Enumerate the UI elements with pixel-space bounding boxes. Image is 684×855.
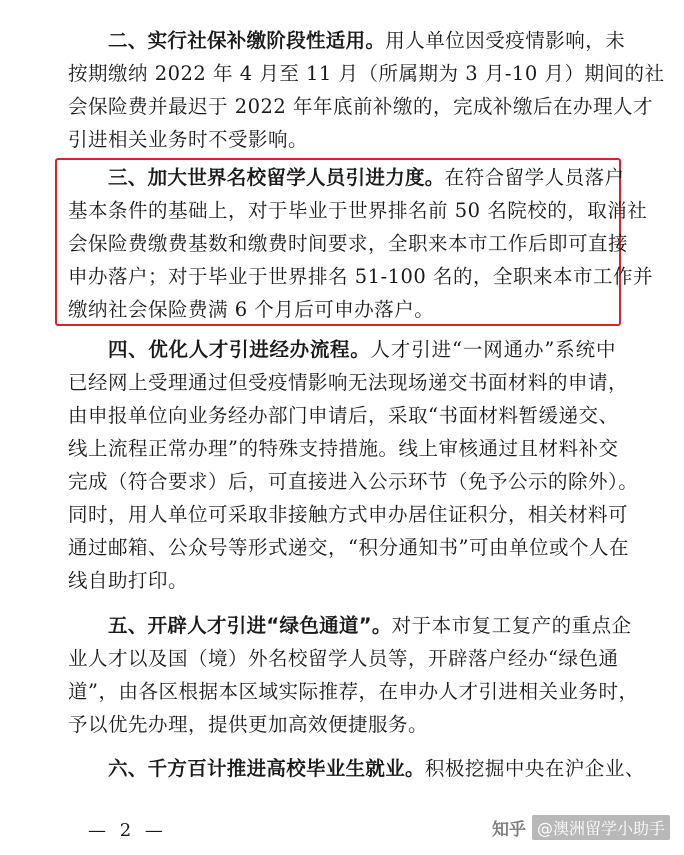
section-5-heading: 五、开辟人才引进“绿色通道”。	[108, 614, 392, 637]
section-4-heading: 四、优化人才引进经办流程。	[108, 338, 371, 361]
section-5-line-2: 业人才以及国（境）外名校留学人员等，开辟落户经办“绿色通	[68, 647, 619, 670]
section-3-line-4: 申办落户；对于毕业于世界排名 51-100 名的，全职来本市工作并	[68, 265, 654, 288]
section-6-text: 积极挖掘中央在沪企业、	[424, 757, 645, 780]
section-3-line-1	[68, 164, 625, 192]
section-2-line-4: 引进相关业务时不受影响。	[68, 128, 309, 151]
section-4-line-7: 通过邮箱、公众号等形式递交，“积分通知书”可由单位或个人在	[68, 536, 629, 559]
section-4-line-5: 完成（符合要求）后，可直接进入公示环节（免予公示的除外）。	[68, 470, 639, 493]
section-3-line-3: 会保险费缴费基数和缴费时间要求，全职来本市工作后即可直接	[68, 232, 629, 255]
section-4-line-1	[68, 336, 616, 364]
section-2-line-1	[68, 27, 626, 55]
section-2-text: 用人单位因受疫情影响，未	[385, 29, 626, 52]
section-4-line-3: 由申报单位向业务经办部门申请后，采取“书面材料暂缓递交、	[68, 404, 619, 427]
section-4-line-4: 线上流程正常办理”的特殊支持措施。线上审核通过且材料补交	[68, 437, 619, 460]
section-5-line-3: 道”，由各区根据本区域实际推荐，在申办人才引进相关业务时，	[68, 680, 639, 703]
section-3-line-2: 基本条件的基础上，对于毕业于世界排名前 50 名院校的，取消社	[68, 199, 648, 222]
watermark	[492, 815, 670, 840]
watermark-platform: 知乎	[491, 820, 526, 840]
section-3-line-5: 缴纳社会保险费满 6 个月后可申办落户。	[68, 298, 435, 321]
section-2-heading: 二、实行社保补缴阶段性适用。	[108, 29, 386, 52]
section-2-line-2: 按期缴纳 2022 年 4 月至 11 月（所属期为 3 月-10 月）期间的社	[68, 62, 665, 85]
section-3-heading: 三、加大世界名校留学人员引进力度。	[108, 166, 445, 189]
page-number: — 2 —	[88, 820, 167, 841]
watermark-user: @澳洲留学小助手	[532, 815, 670, 840]
section-4-line-8: 线自助打印。	[68, 569, 189, 592]
section-5-text: 对于本市复工复产的重点企	[391, 614, 632, 637]
section-4-line-2: 已经网上受理通过但受疫情影响无法现场递交书面材料的申请，	[68, 371, 629, 394]
section-4-line-6: 同时，用人单位可采取非接触方式申办居住证积分，相关材料可	[68, 503, 629, 526]
section-4-text: 人才引进“一网通办”系统中	[370, 338, 616, 361]
section-6-heading: 六、千方百计推进高校毕业生就业。	[108, 757, 425, 780]
section-5-line-1	[68, 612, 632, 640]
section-6-line-1	[68, 755, 645, 783]
section-3-text: 在符合留学人员落户	[444, 166, 625, 189]
section-2-line-3: 会保险费并最迟于 2022 年年底前补缴的，完成补缴后在办理人才	[68, 95, 654, 118]
section-5-line-4: 予以优先办理，提供更加高效便捷服务。	[68, 713, 429, 736]
